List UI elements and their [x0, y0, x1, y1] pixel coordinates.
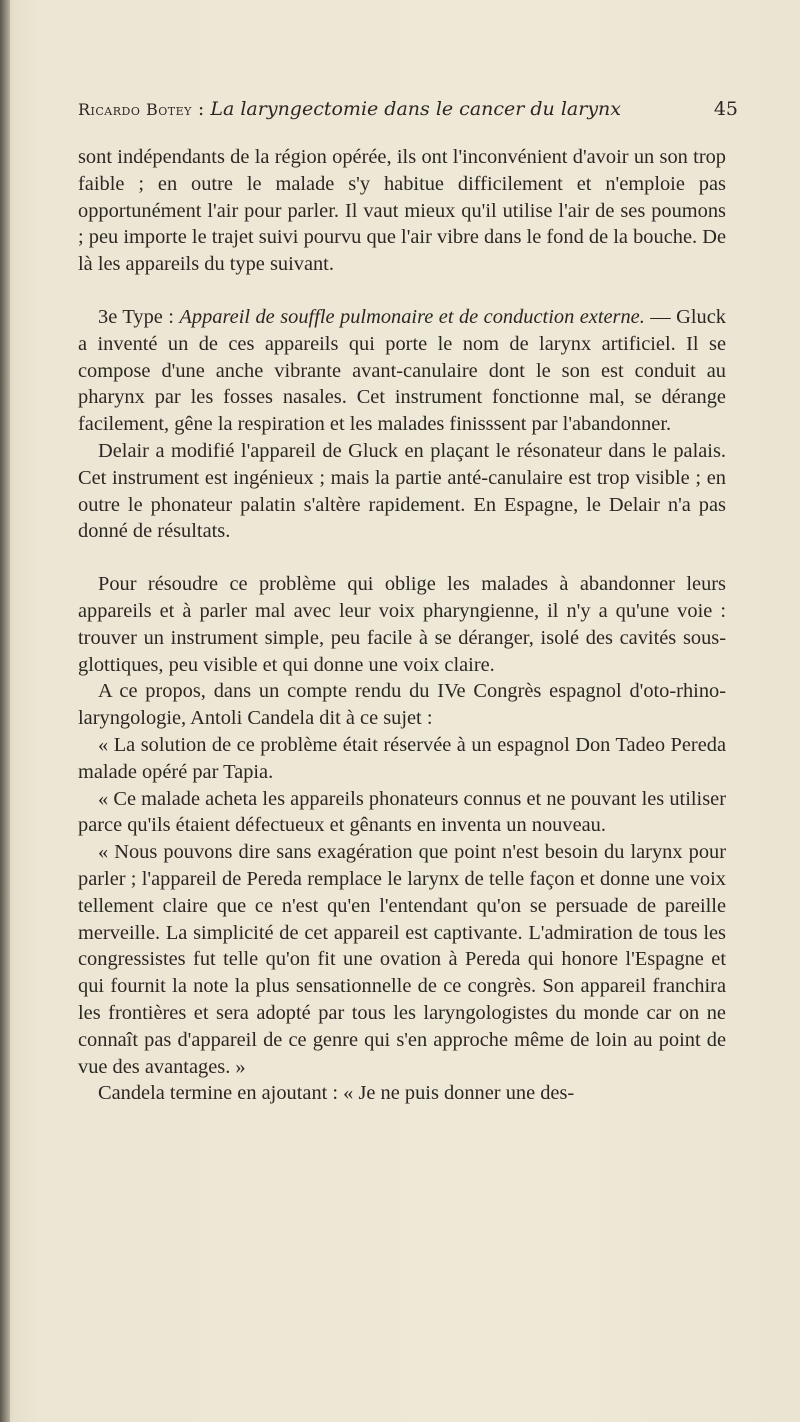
type-text: — Gluck a inventé un de ces appareils qui porte le nom de larynx artificiel. Il se compose d'une anche vibrante avant-canulaire dont le son est conduit au pharynx par les fosses nasales. Cet instrument fonctionne mal, se dérange facilement, gêne la respiration et les malades finisssent par l'abandonner.	[78, 305, 727, 436]
running-head-author: Ricardo Botey	[78, 100, 192, 119]
paragraph-quote-3: « Nous pouvons dire sans exagération que point n'est besoin du larynx pour parler ; l'appareil de Pereda remplace le larynx de telle façon et donne une voix tellement claire que ce n'est qu'en l'entendant qu'on se persuade de pareille merveille. La simplicité de cet appareil est captivante. L'admiration de tous les congressistes fut telle qu'on fit une ovation à Pereda qui honore l'Espagne et qui fournit la note la plus sensationnelle de ce congrès. Son appareil franchira les frontières et sera adopté par tous les laryngologistes du monde car on ne connaît pas d'appareil de ce genre qui s'en approche même de loin au point de vue des avantages. »	[78, 841, 726, 1078]
book-gutter	[0, 0, 10, 1422]
page-body	[78, 144, 726, 1107]
running-head-separator: :	[191, 98, 211, 120]
paragraph-probleme: Pour résoudre ce problème qui oblige les malades à abandonner leurs appareils et à parler mal avec leur voix pharyngienne, il n'y a qu'une voie : trouver un instrument simple, peu facile à se déranger, isolé des cavités sous-glottiques, peu visible et qui donne une voix claire.	[78, 573, 726, 676]
page-number: 45	[713, 98, 738, 120]
running-head	[78, 98, 738, 120]
type-heading: Appareil de souffle pulmonaire et de conduction externe.	[179, 305, 645, 328]
type-label: 3e Type :	[98, 305, 180, 328]
paragraph-1: sont indépendants de la région opérée, ils ont l'inconvénient d'avoir un son trop faible ; en outre le malade s'y habitue difficilement et n'emploie pas opportunément l'air pour parler. Il vaut mieux qu'il utilise l'air de ses poumons ; peu importe le trajet suivi pourvu que l'air vibre dans le fond de la bouche. De là les appareils du type suivant.	[78, 146, 726, 276]
paragraph-candela-intro: A ce propos, dans un compte rendu du IVe Congrès espagnol d'oto-rhino-laryngologie, Antoli Candela dit à ce sujet :	[78, 680, 726, 730]
paragraph-quote-2: « Ce malade acheta les appareils phonateurs connus et ne pouvant les utiliser parce qu'ils étaient défectueux et gênants en inventa un nouveau.	[78, 787, 726, 837]
paragraph-delair: Delair a modifié l'appareil de Gluck en plaçant le résonateur dans le palais. Cet instrument est ingénieux ; mais la partie anté-canulaire est trop visible ; en outre le phonateur palatin s'altère rapidement. En Espagne, le Delair n'a pas donné de résultats.	[78, 439, 726, 543]
paragraph-type-3	[78, 304, 726, 438]
paragraph-quote-1: « La solution de ce problème était réservée à un espagnol Don Tadeo Pereda malade opéré par Tapia.	[78, 733, 726, 783]
running-head-title: La laryngectomie dans le cancer du larynx	[210, 98, 622, 120]
paragraph-last: Candela termine en ajoutant : « Je ne puis donner une des-	[98, 1082, 575, 1105]
